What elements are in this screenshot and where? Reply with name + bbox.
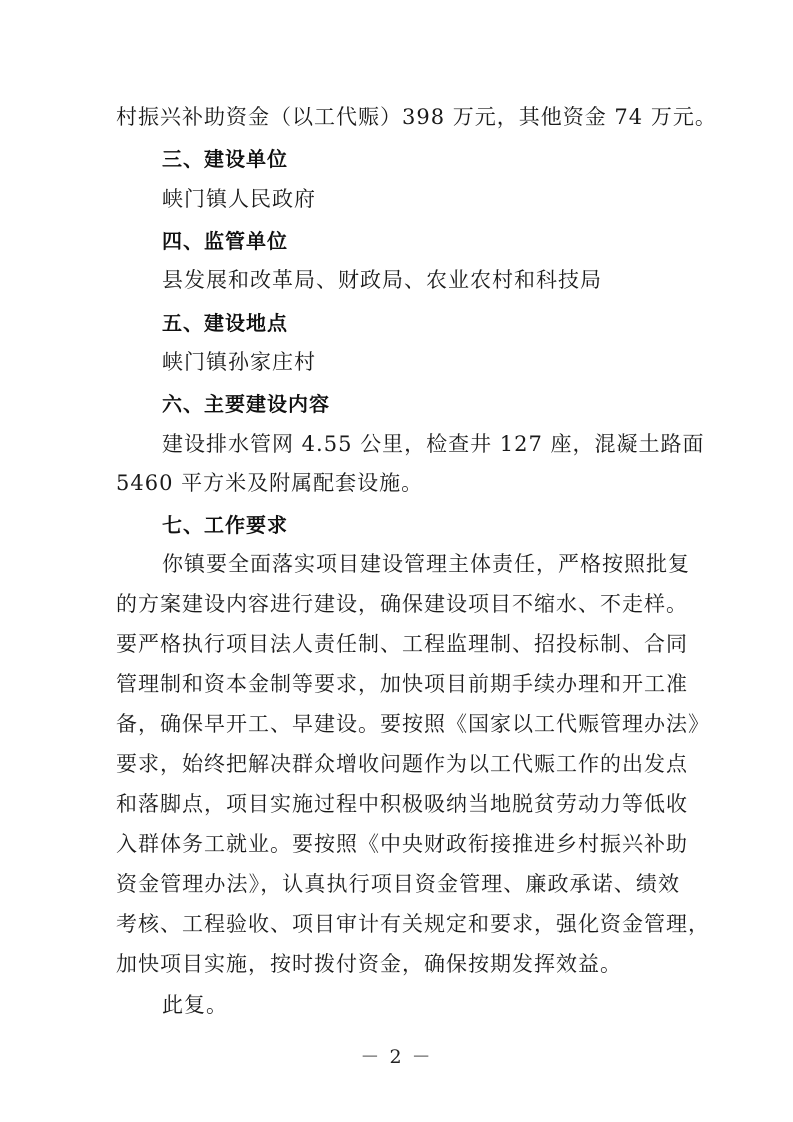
section-heading-work-requirements: 七、工作要求 — [162, 513, 288, 537]
closing-line: 此复。 — [162, 993, 228, 1017]
body-line-construction-unit: 峡门镇人民政府 — [162, 187, 316, 211]
body-line-location: 峡门镇孙家庄村 — [162, 350, 316, 374]
body-line-requirements-8: 入群体务工就业。要按照《中央财政衔接推进乡村振兴补助 — [116, 832, 688, 856]
body-line-content-1: 建设排水管网 4.55 公里，检查井 127 座，混凝土路面 — [162, 432, 705, 456]
body-line-funding: 村振兴补助资金（以工代赈）398 万元，其他资金 74 万元。 — [116, 105, 717, 129]
body-line-requirements-4: 管理制和资本金制等要求，加快项目前期手续办理和开工准 — [116, 672, 688, 696]
body-line-requirements-7: 和落脚点，项目实施过程中积极吸纳当地脱贫劳动力等低收 — [116, 792, 688, 816]
body-line-requirements-6: 要求，始终把解决群众增收问题作为以工代赈工作的出发点 — [116, 752, 688, 776]
body-line-supervision-unit: 县发展和改革局、财政局、农业农村和科技局 — [162, 268, 602, 292]
body-line-requirements-10: 考核、工程验收、项目审计有关规定和要求，强化资金管理， — [116, 912, 710, 936]
body-line-requirements-1: 你镇要全面落实项目建设管理主体责任，严格按照批复 — [162, 552, 690, 576]
section-heading-main-content: 六、主要建设内容 — [162, 392, 330, 416]
body-line-requirements-11: 加快项目实施，按时拨付资金，确保按期发挥效益。 — [116, 952, 622, 976]
body-line-requirements-3: 要严格执行项目法人责任制、工程监理制、招投标制、合同 — [116, 632, 688, 656]
body-line-requirements-5: 备，确保早开工、早建设。要按照《国家以工代赈管理办法》 — [116, 712, 710, 736]
section-heading-construction-unit: 三、建设单位 — [162, 147, 288, 171]
body-line-content-2: 5460 平方米及附属配套设施。 — [116, 471, 424, 495]
section-heading-location: 五、建设地点 — [162, 311, 288, 335]
body-line-requirements-9: 资金管理办法》，认真执行项目资金管理、廉政承诺、绩效 — [116, 872, 680, 896]
page-number: － 2 － — [360, 1046, 433, 1068]
section-heading-supervision-unit: 四、监管单位 — [162, 229, 288, 253]
body-line-requirements-2: 的方案建设内容进行建设，确保建设项目不缩水、不走样。 — [116, 592, 688, 616]
